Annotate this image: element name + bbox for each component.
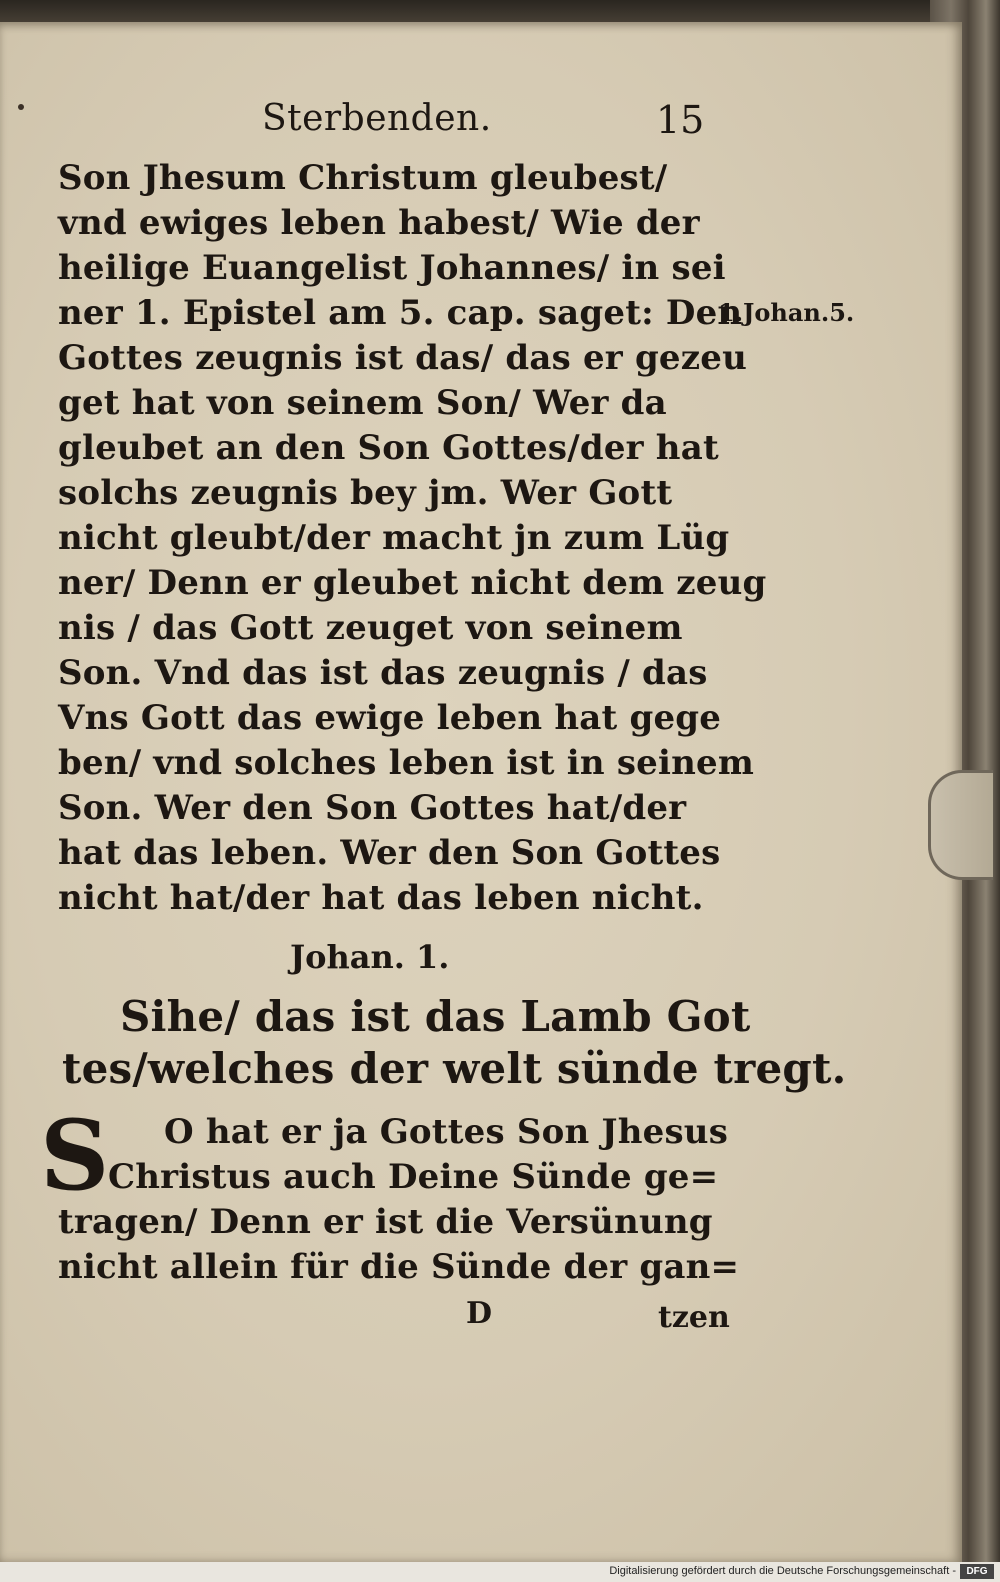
catchword: tzen: [658, 1300, 730, 1335]
body-line: nicht gleubt/der macht jn zum Lüg: [58, 518, 730, 558]
body-line: get hat von seinem Son/ Wer da: [58, 383, 667, 423]
drop-cap: S: [40, 1099, 110, 1212]
body-line: Son Jhesum Christum gleubest/: [58, 158, 668, 198]
page-number: 15: [656, 98, 705, 142]
paragraph-line: Christus auch Deine Sünde ge=: [108, 1157, 719, 1197]
body-line: Son. Wer den Son Gottes hat/der: [58, 788, 687, 828]
paragraph-line: O hat er ja Gottes Son Jhesus: [164, 1112, 729, 1152]
paragraph-line: nicht allein für die Sünde der gan=: [58, 1247, 740, 1287]
body-line: Vns Gott das ewige leben hat gege: [58, 698, 722, 738]
page-speck: [18, 104, 24, 110]
body-line: hat das leben. Wer den Son Gottes: [58, 833, 721, 873]
body-line: gleubet an den Son Gottes/der hat: [58, 428, 719, 468]
signature-mark: D: [466, 1296, 493, 1331]
footer-credit: Digitalisierung gefördert durch die Deutsche Forschungsgemeinschaft -: [609, 1565, 956, 1577]
body-line: solchs zeugnis bey jm. Wer Gott: [58, 473, 673, 513]
body-line: nicht hat/der hat das leben nicht.: [58, 878, 704, 918]
dfg-logo: DFG: [960, 1564, 994, 1579]
body-line: Son. Vnd das ist das zeugnis / das: [58, 653, 708, 693]
body-line: ner/ Denn er gleubet nicht dem zeug: [58, 563, 767, 603]
verse-line: tes/welches der welt sünde tregt.: [62, 1044, 847, 1093]
body-line: Gottes zeugnis ist das/ das er gezeu: [58, 338, 748, 378]
paragraph-line: tragen/ Denn er ist die Versünung: [58, 1202, 713, 1242]
body-line: heilige Euangelist Johannes/ in sei: [58, 248, 726, 288]
body-line: ben/ vnd solches leben ist in seinem: [58, 743, 755, 783]
verse-line: Sihe/ das ist das Lamb Got: [120, 992, 751, 1041]
section-heading: Johan. 1.: [290, 938, 450, 976]
running-header: Sterbenden.: [262, 98, 492, 139]
body-line: ner 1. Epistel am 5. cap. saget: Den: [58, 293, 743, 333]
body-line: vnd ewiges leben habest/ Wie der: [58, 203, 700, 243]
body-line: nis / das Gott zeuget von seinem: [58, 608, 683, 648]
margin-note: 1.Johan.5.: [718, 298, 855, 327]
book-clasp: [928, 770, 993, 880]
